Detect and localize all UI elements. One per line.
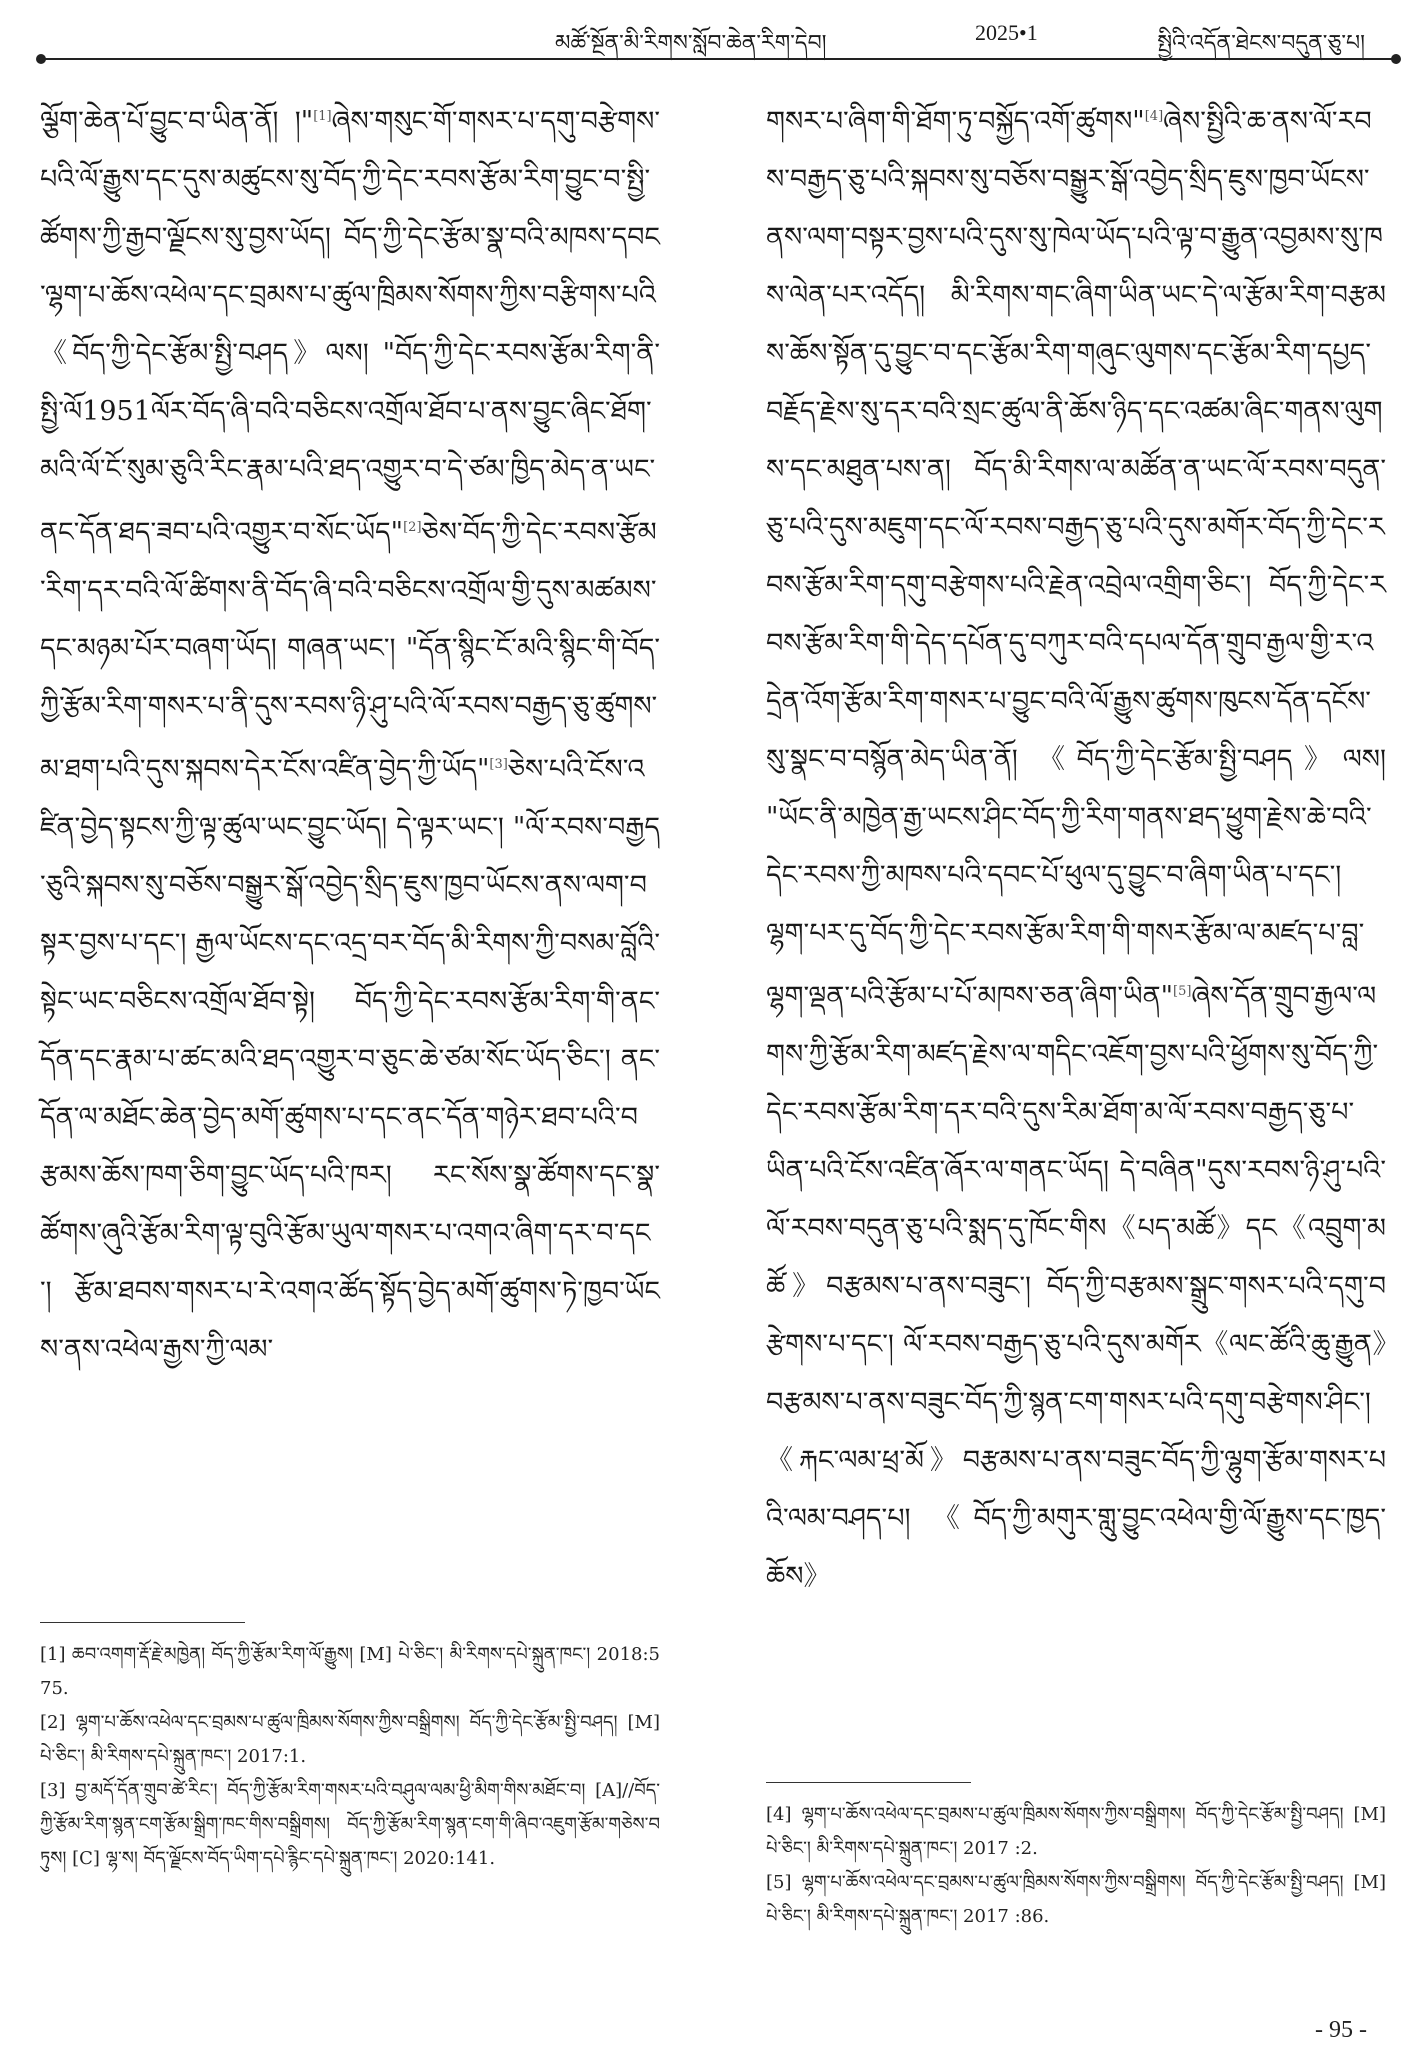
footnote-3: [3] བྱ་མདོ་དོན་གྲུབ་ཚེ་རིང་། བོད་ཀྱི་རྩོམ་རིག་གསར་པའི་བཤུལ་ལམ་ཕྱི་མིག་གིས་མཐོང་བ། [A]//བོད་ཀྱི་རྩོམ་རིག་སྙན་ངག་རྩོམ་སྒྲིག་ཁང་གིས་བསྒྲིགས། བོད་ཀྱི་རྩོམ་རིག་སྙན་ངག་གི་ཞིབ་འཇུག་རྩོམ་གཅེས་བཏུས། [C] ལྷ་ས། བོད་ལྗོངས་བོད་ཡིག་དཔེ་རྙིང་དཔེ་སྐྲུན་ཁང་། 2020:141. bbox=[40, 1780, 660, 1869]
header-rule-dot-left bbox=[36, 54, 46, 64]
journal-title: མཚོ་སྔོན་མི་རིགས་སློབ་ཆེན་རིག་དེབ། bbox=[555, 31, 827, 56]
right-column bbox=[766, 88, 1386, 1606]
footnote-4: [4] ལྷག་པ་ཆོས་འཕེལ་དང་བྲམས་པ་ཚུལ་ཁྲིམས་སོགས་ཀྱིས་བསྒྲིགས། བོད་ཀྱི་དེང་རྩོམ་སྤྱི་བཤད། [M] པེ་ཅིང་། མི་རིགས་དཔེ་སྐྲུན་ཁང་། 2017 :2. bbox=[766, 1804, 1386, 1859]
issue-number: 2025•1 bbox=[975, 20, 1038, 45]
page-number: - 95 - bbox=[1315, 2017, 1367, 2043]
footnote-marker: [4] bbox=[1144, 109, 1164, 124]
footnote-rule-right bbox=[766, 1782, 971, 1783]
right-column-text: གསར་པ་ཞིག་གི་ཐོག་ཏུ་བསྐྱོད་འགོ་ཚུགས"[4]ཞེས་སྤྱིའི་ཆ་ནས་ལོ་རབས་བརྒྱད་ཅུ་པའི་སྐབས་སུ་བཅོས་བསྒྱུར་སྒོ་འབྱེད་སྲིད་ཇུས་ཁྱབ་ཡོངས་ནས་ལག་བསྟར་བྱས་པའི་དུས་སུ་ཁེལ་ཡོད་པའི་ལྟ་བ་རྒྱུན་འབྱམས་སུ་ཁས་ལེན་པར་འདོད། མི་རིགས་གང་ཞིག་ཡིན་ཡང་དེ་ལ་རྩོམ་རིག་བརྩམས་ཆོས་སྟོན་དུ་བྱུང་བ་དང་རྩོམ་རིག་གཞུང་ལུགས་དང་རྩོམ་རིག་དཔྱད་བརྗོད་རྗེས་སུ་དར་བའི་སྲང་ཚུལ་ནི་ཆོས་ཉིད་དང་འཚམ་ཞིང་གནས་ལུགས་དང་མཐུན་པས་ན། བོད་མི་རིགས་ལ་མཚོན་ན་ཡང་ལོ་རབས་བདུན་ཅུ་པའི་དུས་མཇུག་དང་ལོ་རབས་བརྒྱད་ཅུ་པའི་དུས་མགོར་བོད་ཀྱི་དེང་རབས་རྩོམ་རིག་དགུ་བརྩེགས་པའི་རྗེན་འབྲེལ་འགྲིག་ཅིང་། བོད་ཀྱི་དེང་རབས་རྩོམ་རིག་གི་དེད་དཔོན་དུ་བཀུར་བའི་དཔལ་དོན་གྲུབ་རྒྱལ་གྱི་ར་འདྲེན་འོག་རྩོམ་རིག་གསར་པ་བྱུང་བའི་ལོ་རྒྱུས་ཚུགས་ཁུངས་དོན་དངོས་སུ་སྣང་བ་བསྙོན་མེད་ཡིན་ནོ། 《བོད་ཀྱི་དེང་རྩོམ་སྤྱི་བཤད》ལས། "ཡོང་ནི་མཁྱེན་རྒྱ་ཡངས་ཤིང་བོད་ཀྱི་རིག་གནས་ཐད་ཕྱུག་རྗེས་ཆེ་བའི་དེང་རབས་ཀྱི་མཁས་པའི་དབང་པོ་ཕུལ་དུ་བྱུང་བ་ཞིག་ཡིན་པ་དང་། ལྷག་པར་དུ་བོད་ཀྱི་དེང་རབས་རྩོམ་རིག་གི་གསར་རྩོམ་ལ་མཛད་པ་བླ་ལྷག་ལྡན་པའི་རྩོམ་པ་པོ་མཁས་ཅན་ཞིག་ཡིན"[5]ཞེས་དོན་གྲུབ་རྒྱལ་ལགས་ཀྱི་རྩོམ་རིག་མཛད་རྗེས་ལ་གདིང་འཇོག་བྱས་པའི་ཕྱོགས་སུ་བོད་ཀྱི་དེང་རབས་རྩོམ་རིག་དར་བའི་དུས་རིམ་ཐོག་མ་ལོ་རབས་བརྒྱད་ཅུ་པ་ཡིན་པའི་ངོས་འཛིན་ཞོར་ལ་གནང་ཡོད། དེ་བཞིན"དུས་རབས་ཉི་ཤུ་པའི་ལོ་རབས་བདུན་ཅུ་པའི་སྨད་དུ་ཁོང་གིས《པད་མཚོ》དང《འབྲུག་མཚོ》བརྩམས་པ་ནས་བཟུང་། བོད་ཀྱི་བརྩམས་སྒྲུང་གསར་པའི་དགུ་བརྩེགས་པ་དང་། ལོ་རབས་བརྒྱད་ཅུ་པའི་དུས་མགོར《ལང་ཚོའི་ཆུ་རྒྱུན》བརྩམས་པ་ནས་བཟུང་བོད་ཀྱི་སྙན་ངག་གསར་པའི་དགུ་བརྩེགས་ཤིང་། 《རྐང་ལམ་ཕྲ་མོ》བརྩམས་པ་ནས་བཟུང་བོད་ཀྱི་ལྷུག་རྩོམ་གསར་པའི་ལམ་བཤད་པ། 《བོད་ཀྱི་མགུར་གླུ་བྱུང་འཕེལ་གྱི་ལོ་རྒྱུས་དང་ཁྱད་ཆོས》 bbox=[766, 106, 1386, 1592]
footnotes-right bbox=[766, 1798, 1386, 1934]
footnote-marker: [1] bbox=[313, 109, 332, 124]
issue-series: སྤྱིའི་འདོན་ཐེངས་བདུན་ཅུ་པ། bbox=[1157, 31, 1365, 56]
footnote-marker: [2] bbox=[403, 520, 422, 535]
header-rule bbox=[40, 58, 1397, 60]
footnote-5: [5] ལྷག་པ་ཆོས་འཕེལ་དང་བྲམས་པ་ཚུལ་ཁྲིམས་སོགས་ཀྱིས་བསྒྲིགས། བོད་ཀྱི་དེང་རྩོམ་སྤྱི་བཤད། [M] པེ་ཅིང་། མི་རིགས་དཔེ་སྐྲུན་ཁང་། 2017 :86. bbox=[766, 1872, 1386, 1927]
footnote-marker: [5] bbox=[1173, 984, 1192, 999]
footnotes-left bbox=[40, 1638, 660, 1876]
left-column-text: ལྕོག་ཆེན་པོ་བྱུང་བ་ཡིན་ནོ། །"[1]ཞེས་གསུང་གོ་གསར་པ་དགུ་བརྩེགས་པའི་ལོ་རྒྱུས་དང་དུས་མཚུངས་སུ་བོད་ཀྱི་དེང་རབས་རྩོམ་རིག་བྱུང་བ་སྤྱི་ཚོགས་ཀྱི་རྒྱབ་ལྗོངས་སུ་བྱས་ཡོད། བོད་ཀྱི་དེང་རྩོམ་སྣ་བའི་མཁས་དབང་ལྷག་པ་ཆོས་འཕེལ་དང་བྲམས་པ་ཚུལ་ཁྲིམས་སོགས་ཀྱིས་བརྩིགས་པའི《བོད་ཀྱི་དེང་རྩོམ་སྤྱི་བཤད》ལས། "བོད་ཀྱི་དེང་རབས་རྩོམ་རིག་ནི་སྤྱི་ལོ1951ལོར་བོད་ཞི་བའི་བཅིངས་འགྲོལ་ཐོབ་པ་ནས་བྱུང་ཞིང་ཐོག་མའི་ལོ་ངོ་སུམ་ཅུའི་རིང་རྣམ་པའི་ཐད་འགྱུར་བ་དེ་ཙམ་ཁྱིད་མེད་ན་ཡང་ནང་དོན་ཐད་ཟབ་པའི་འགྱུར་བ་སོང་ཡོད"[2]ཅེས་བོད་ཀྱི་དེང་རབས་རྩོམ་རིག་དར་བའི་ལོ་ཚིགས་ནི་བོད་ཞི་བའི་བཅིངས་འགྲོལ་གྱི་དུས་མཚམས་དང་མཉམ་པོར་བཞག་ཡོད། གཞན་ཡང་། "དོན་སྙིང་ངོ་མའི་སྙིང་གི་བོད་ཀྱི་རྩོམ་རིག་གསར་པ་ནི་དུས་རབས་ཉི་ཤུ་པའི་ལོ་རབས་བརྒྱད་ཅུ་ཚུགས་མ་ཐག་པའི་དུས་སྐབས་དེར་ངོས་འཛིན་བྱེད་ཀྱི་ཡོད"[3]ཅེས་པའི་ངོས་འཛིན་བྱེད་སྟངས་ཀྱི་ལྟ་ཚུལ་ཡང་བྱུང་ཡོད། དེ་ལྟར་ཡང་། "ལོ་རབས་བརྒྱད་ཅུའི་སྐབས་སུ་བཅོས་བསྒྱུར་སྒོ་འབྱེད་སྲིད་ཇུས་ཁྱབ་ཡོངས་ནས་ལག་བསྟར་བྱས་པ་དང་། རྒྱལ་ཡོངས་དང་འདྲ་བར་བོད་མི་རིགས་ཀྱི་བསམ་བློའི་སྟེང་ཡང་བཅིངས་འགྲོལ་ཐོབ་སྟེ། བོད་ཀྱི་དེང་རབས་རྩོམ་རིག་གི་ནང་དོན་དང་རྣམ་པ་ཚང་མའི་ཐད་འགྱུར་བ་ཅུང་ཆེ་ཙམ་སོང་ཡོད་ཅིང་། ནང་དོན་ལ་མཐོང་ཆེན་བྱེད་མགོ་ཚུགས་པ་དང་ནང་དོན་གཉེར་ཐབ་པའི་བརྩམས་ཆོས་ཁག་ཅིག་བྱུང་ཡོད་པའི་ཁར། རང་སོས་སྣ་ཚོགས་དང་སྣ་ཚོགས་ཞུའི་རྩོམ་རིག་ལྟ་བུའི་རྩོམ་ཡུལ་གསར་པ་འགའ་ཞིག་དར་བ་དང་། རྩོམ་ཐབས་གསར་པ་རེ་འགའ་ཚོད་སྟོད་བྱེད་མགོ་ཚུགས་ཏེ་ཁྱབ་ཡོངས་ནས་འཕེལ་རྒྱས་ཀྱི་ལམ་ bbox=[40, 106, 660, 1365]
left-column bbox=[40, 88, 660, 1379]
footnote-marker: [3] bbox=[489, 757, 508, 772]
footnote-2: [2] ལྷག་པ་ཆོས་འཕེལ་དང་བྲམས་པ་ཚུལ་ཁྲིམས་སོགས་ཀྱིས་བསྒྲིགས། བོད་ཀྱི་དེང་རྩོམ་སྤྱི་བཤད། [M] པེ་ཅིང་། མི་རིགས་དཔེ་སྐྲུན་ཁང་། 2017:1. bbox=[40, 1712, 660, 1767]
footnote-1: [1] ཆབ་འགག་རྡོ་རྗེ་མཁྱེན། བོད་ཀྱི་རྩོམ་རིག་ལོ་རྒྱུས། [M] པེ་ཅིང་། མི་རིགས་དཔེ་སྐྲུན་ཁང་། 2018:575. bbox=[40, 1644, 660, 1699]
footnote-rule-left bbox=[40, 1622, 245, 1623]
running-header bbox=[40, 18, 1385, 54]
header-rule-dot-right bbox=[1391, 54, 1401, 64]
